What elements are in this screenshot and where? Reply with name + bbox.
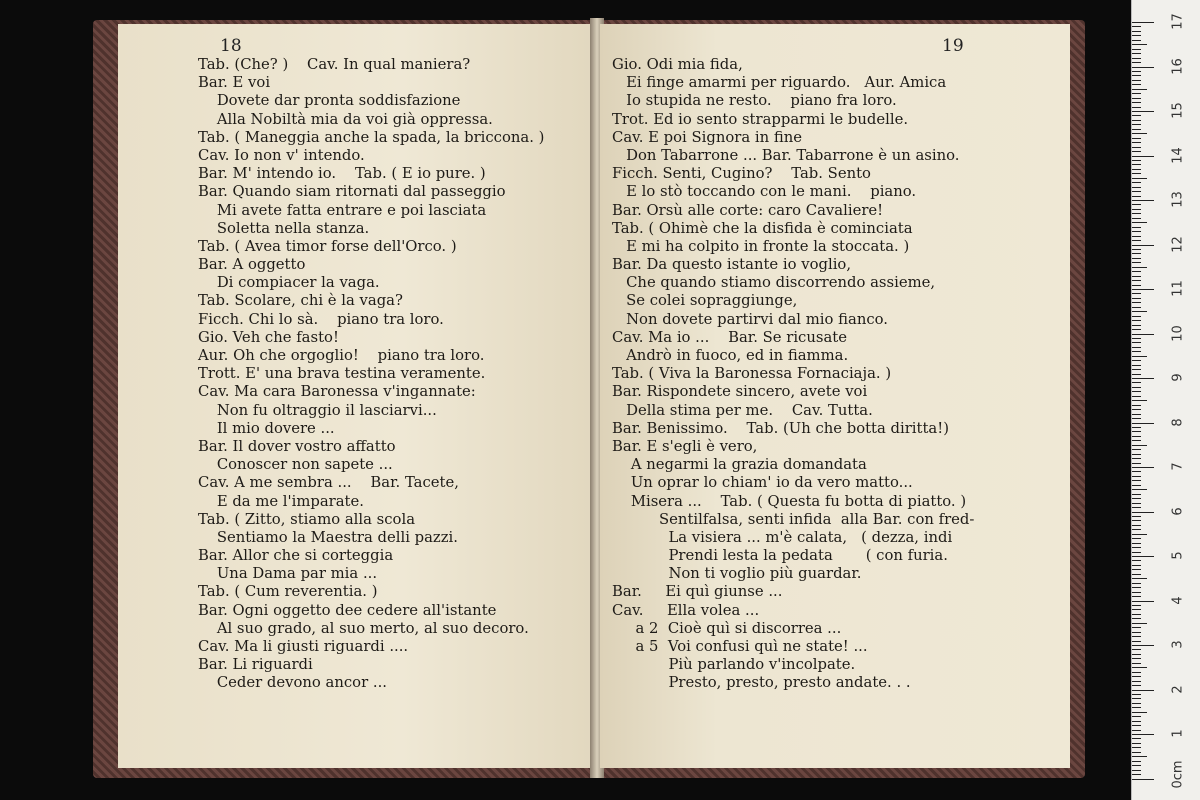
ruler-tick <box>1132 329 1141 330</box>
text-line: E lo stò toccando con le mani. piano. <box>612 183 917 201</box>
text-line: A negarmi la grazia domandata <box>612 456 867 474</box>
ruler-tick <box>1132 525 1141 526</box>
ruler-tick <box>1132 676 1141 677</box>
ruler-tick <box>1132 22 1154 23</box>
text-line: E mi ha colpito in fronte la stoccata. ) <box>612 237 910 255</box>
ruler-tick <box>1132 494 1141 495</box>
ruler-tick <box>1132 351 1141 352</box>
ruler-tick <box>1132 169 1141 170</box>
ruler-tick <box>1132 382 1141 383</box>
text-line: E da me l'imparate. <box>198 492 364 510</box>
text-line: Tab. ( Zitto, stiamo alla scola <box>198 510 416 528</box>
ruler-tick <box>1132 151 1141 152</box>
ruler-tick <box>1132 756 1147 757</box>
ruler-tick <box>1132 307 1141 308</box>
text-line: Trott. E' una brava testina veramente. <box>198 365 486 383</box>
ruler-tick <box>1132 31 1141 32</box>
text-line: Cav. Ma li giusti riguardi .... <box>198 638 409 655</box>
ruler-tick <box>1132 164 1141 165</box>
ruler-tick <box>1132 721 1141 722</box>
ruler-tick <box>1132 98 1141 99</box>
ruler-tick <box>1132 489 1147 490</box>
ruler-label: 13 <box>1170 191 1186 208</box>
text-line: Se colei sopraggiunge, <box>612 292 798 310</box>
ruler-tick <box>1132 267 1147 268</box>
ruler-tick <box>1132 120 1141 121</box>
ruler-tick <box>1132 182 1141 183</box>
ruler-tick <box>1132 222 1147 223</box>
right-page-text <box>612 56 974 693</box>
text-line: Bar. A oggetto <box>198 256 306 274</box>
ruler-tick <box>1132 405 1141 406</box>
ruler-tick <box>1132 191 1141 192</box>
text-line: Soletta nella stanza. <box>198 219 370 237</box>
ruler-tick <box>1132 320 1141 321</box>
ruler-tick <box>1132 178 1147 179</box>
ruler-tick <box>1132 574 1141 575</box>
ruler-label: 1 <box>1170 729 1186 738</box>
ruler-tick <box>1132 58 1141 59</box>
ruler-tick <box>1132 480 1141 481</box>
ruler-tick <box>1132 560 1141 561</box>
ruler-tick <box>1132 431 1141 432</box>
ruler-tick <box>1132 142 1141 143</box>
text-line: Bar. Da questo istante io voglio, <box>612 256 852 274</box>
ruler-label: 16 <box>1170 57 1186 75</box>
text-line: Conoscer non sapete ... <box>198 456 393 474</box>
ruler-tick <box>1132 111 1154 112</box>
text-line: Non fu oltraggio il lasciarvi... <box>198 401 437 419</box>
ruler-label: 14 <box>1170 146 1186 164</box>
text-line: Una Dama par mia ... <box>198 565 378 583</box>
ruler-tick <box>1132 534 1147 535</box>
text-line: Un oprar lo chiam' io da vero matto... <box>612 474 913 492</box>
text-line: Non ti voglio più guardar. <box>612 565 862 583</box>
ruler-tick <box>1132 578 1147 579</box>
ruler-tick <box>1132 445 1147 446</box>
ruler-tick <box>1132 414 1141 415</box>
ruler-label: 8 <box>1170 417 1186 427</box>
ruler-tick <box>1132 627 1141 628</box>
ruler-tick <box>1132 507 1141 508</box>
text-line: Sentilfalsa, senti infida alla Bar. con fred- <box>612 510 975 528</box>
text-line: Bar. M' intendo io. Tab. ( E io pure. ) <box>198 165 486 183</box>
ruler-tick <box>1132 80 1141 81</box>
ruler-tick <box>1132 592 1141 593</box>
ruler-tick <box>1132 649 1141 650</box>
ruler-tick <box>1132 53 1141 54</box>
ruler-tick <box>1132 218 1141 219</box>
ruler-tick <box>1132 387 1141 388</box>
ruler-tick <box>1132 694 1141 695</box>
text-line: Gio. Odi mia fida, <box>612 56 743 73</box>
ruler-tick <box>1132 658 1141 659</box>
text-line: Aur. Oh che orgoglio! piano tra loro. <box>198 347 485 364</box>
ruler-tick <box>1132 632 1141 633</box>
text-line: Misera ... Tab. ( Questa fu botta di piatto. ) <box>612 492 967 510</box>
ruler-tick <box>1132 520 1141 521</box>
ruler-tick <box>1132 396 1141 397</box>
ruler-tick <box>1132 378 1154 379</box>
ruler-tick <box>1132 187 1141 188</box>
text-line: Cav. A me sembra ... Bar. Tacete, <box>198 474 459 492</box>
ruler-label: 0cm <box>1170 759 1186 788</box>
text-line: Ceder devono ancor ... <box>198 674 387 692</box>
ruler-tick <box>1132 107 1141 108</box>
text-line: a 5 Voi confusi quì ne state! ... <box>612 638 868 655</box>
ruler-tick <box>1132 124 1141 125</box>
ruler-tick <box>1132 685 1141 686</box>
page-number-right: 19 <box>942 36 964 56</box>
ruler-label: 7 <box>1170 462 1186 471</box>
ruler-tick <box>1132 703 1141 704</box>
ruler-tick <box>1132 596 1141 597</box>
ruler-tick <box>1132 258 1141 259</box>
text-line: Cav. Ma io ... Bar. Se ricusate <box>612 328 847 346</box>
ruler-tick <box>1132 360 1141 361</box>
text-line: Tab. ( Maneggia anche la spada, la briccona. ) <box>198 128 545 146</box>
ruler-label: 9 <box>1170 373 1186 382</box>
text-line: Mi avete fatta entrare e poi lasciata <box>198 201 487 219</box>
ruler-tick <box>1132 752 1141 753</box>
ruler-tick <box>1132 672 1141 673</box>
text-line: Bar. Ogni oggetto dee cedere all'istante <box>198 601 497 619</box>
ruler-tick <box>1132 529 1141 530</box>
text-line: Cav. E poi Signora in fine <box>612 128 802 146</box>
ruler-label: 10 <box>1170 324 1186 342</box>
ruler-tick <box>1132 738 1141 739</box>
ruler-tick <box>1132 463 1141 464</box>
ruler-tick <box>1132 743 1141 744</box>
ruler-label: 15 <box>1170 102 1186 119</box>
text-line: Cav. Ma cara Baronessa v'ingannate: <box>198 383 476 401</box>
ruler-tick <box>1132 765 1141 766</box>
text-line: Cav. Ella volea ... <box>612 601 760 619</box>
ruler-tick <box>1132 227 1141 228</box>
ruler-tick <box>1132 391 1141 392</box>
ruler-tick <box>1132 209 1141 210</box>
left-page-text <box>198 56 544 693</box>
ruler-tick <box>1132 26 1141 27</box>
ruler-tick <box>1132 173 1141 174</box>
ruler-label: 5 <box>1170 551 1186 560</box>
ruler-tick <box>1132 636 1141 637</box>
page-number-left: 18 <box>220 36 242 56</box>
ruler-tick <box>1132 747 1141 748</box>
ruler-tick <box>1132 325 1141 326</box>
ruler-label: 11 <box>1170 280 1186 297</box>
ruler-tick <box>1132 75 1141 76</box>
text-line: Più parlando v'incolpate. <box>612 656 856 674</box>
ruler-tick <box>1132 200 1154 201</box>
ruler-tick <box>1132 156 1154 157</box>
ruler-tick <box>1132 102 1141 103</box>
ruler-tick <box>1132 62 1141 63</box>
text-line: Il mio dovere ... <box>198 419 335 437</box>
ruler-tick <box>1132 289 1154 290</box>
text-line: Bar. Ei quì giunse ... <box>612 583 783 601</box>
ruler-tick <box>1132 645 1154 646</box>
text-line: Tab. ( Ohimè che la disfida è cominciata <box>612 219 913 237</box>
ruler-tick <box>1132 641 1141 642</box>
ruler-label: 4 <box>1170 595 1186 605</box>
ruler-tick <box>1132 458 1141 459</box>
ruler-tick <box>1132 231 1141 232</box>
ruler-tick <box>1132 409 1141 410</box>
text-line: Bar. E voi <box>198 74 271 92</box>
text-line: Bar. Rispondete sincero, avete voi <box>612 383 868 401</box>
ruler-tick <box>1132 298 1141 299</box>
text-line: Io stupida ne resto. piano fra loro. <box>612 92 897 110</box>
ruler-tick <box>1132 543 1141 544</box>
text-line: Tab. Scolare, chi è la vaga? <box>198 292 403 310</box>
text-line: Don Tabarrone ... Bar. Tabarrone è un asino. <box>612 146 960 164</box>
left-page <box>118 24 593 768</box>
ruler-tick <box>1132 663 1141 664</box>
text-line: Di compiacer la vaga. <box>198 274 380 292</box>
ruler-tick <box>1132 285 1141 286</box>
text-line: Sentiamo la Maestra delli pazzi. <box>198 528 458 546</box>
ruler-tick <box>1132 213 1141 214</box>
ruler-tick <box>1132 436 1141 437</box>
text-line: Tab. ( Avea timor forse dell'Orco. ) <box>198 237 457 255</box>
text-line: Bar. Li riguardi <box>198 656 313 674</box>
ruler-label: 17 <box>1170 13 1186 30</box>
ruler-tick <box>1132 334 1154 335</box>
ruler-tick <box>1132 133 1147 134</box>
ruler-tick <box>1132 712 1147 713</box>
ruler-tick <box>1132 374 1141 375</box>
ruler-tick <box>1132 418 1141 419</box>
ruler-tick <box>1132 587 1141 588</box>
ruler-tick <box>1132 569 1141 570</box>
text-line: Cav. Io non v' intendo. <box>198 146 365 164</box>
ruler-tick <box>1132 618 1141 619</box>
ruler-tick <box>1132 400 1147 401</box>
ruler-tick <box>1132 467 1154 468</box>
ruler-tick <box>1132 240 1141 241</box>
ruler-label: 2 <box>1170 684 1186 694</box>
text-line: Bar. Il dover vostro affatto <box>198 437 396 455</box>
ruler-tick <box>1132 423 1154 424</box>
text-line: Bar. E s'egli è vero, <box>612 437 758 455</box>
text-line: Gio. Veh che fasto! <box>198 328 339 346</box>
ruler-tick <box>1132 84 1141 85</box>
text-line: Tab. ( Cum reverentia. ) <box>198 583 378 601</box>
ruler-tick <box>1132 44 1147 45</box>
ruler-tick <box>1132 369 1141 370</box>
ruler-tick <box>1132 503 1141 504</box>
ruler-tick <box>1132 774 1141 775</box>
ruler-tick <box>1132 342 1141 343</box>
ruler-tick <box>1132 271 1141 272</box>
ruler-tick <box>1132 716 1141 717</box>
ruler-tick <box>1132 35 1141 36</box>
ruler-tick <box>1132 654 1141 655</box>
text-line: Non dovete partirvi dal mio fianco. <box>612 310 888 328</box>
ruler-tick <box>1132 698 1141 699</box>
right-page <box>600 24 1070 768</box>
text-line: Andrò in fuoco, ed in fiamma. <box>612 347 849 364</box>
text-line: Che quando stiamo discorrendo assieme, <box>612 274 936 292</box>
ruler-tick <box>1132 770 1141 771</box>
ruler-tick <box>1132 196 1141 197</box>
ruler-label: 6 <box>1170 506 1186 516</box>
ruler-tick <box>1132 779 1154 780</box>
ruler-tick <box>1132 476 1141 477</box>
ruler-tick <box>1132 552 1141 553</box>
text-line: Della stima per me. Cav. Tutta. <box>612 401 873 419</box>
text-line: Alla Nobiltà mia da voi già oppressa. <box>198 110 493 128</box>
ruler-tick <box>1132 160 1141 161</box>
ruler-tick <box>1132 40 1141 41</box>
text-line: a 2 Cioè quì si discorrea ... <box>612 619 842 637</box>
text-line: Tab. (Che? ) Cav. In qual maniera? <box>198 56 471 73</box>
text-line: Ficch. Chi lo sà. piano tra loro. <box>198 310 444 328</box>
ruler-tick <box>1132 601 1154 602</box>
ruler-tick <box>1132 316 1141 317</box>
ruler-tick <box>1132 245 1154 246</box>
ruler-tick <box>1132 236 1141 237</box>
ruler-tick <box>1132 365 1141 366</box>
ruler-tick <box>1132 614 1141 615</box>
ruler-tick <box>1132 356 1147 357</box>
text-line: Presto, presto, presto andate. . . <box>612 674 911 692</box>
ruler-tick <box>1132 311 1147 312</box>
ruler-tick <box>1132 667 1147 668</box>
ruler-tick <box>1132 249 1141 250</box>
ruler-tick <box>1132 338 1141 339</box>
text-line: Prendi lesta la pedata ( con furia. <box>612 547 948 565</box>
text-line: Bar. Benissimo. Tab. (Uh che botta diritta!) <box>612 419 949 437</box>
ruler-tick <box>1132 49 1141 50</box>
ruler-tick <box>1132 89 1147 90</box>
ruler-tick <box>1132 565 1141 566</box>
ruler-tick <box>1132 253 1141 254</box>
ruler-tick <box>1132 280 1141 281</box>
ruler-tick <box>1132 498 1141 499</box>
ruler-tick <box>1132 681 1141 682</box>
ruler-tick <box>1132 556 1154 557</box>
ruler-tick <box>1132 138 1141 139</box>
ruler-tick <box>1132 71 1141 72</box>
measuring-ruler <box>1131 0 1200 800</box>
ruler-tick <box>1132 93 1141 94</box>
ruler-tick <box>1132 761 1141 762</box>
ruler-tick <box>1132 471 1141 472</box>
ruler-tick <box>1132 707 1141 708</box>
text-line: Al suo grado, al suo merto, al suo decoro. <box>198 619 529 637</box>
ruler-tick <box>1132 690 1154 691</box>
ruler-tick <box>1132 347 1141 348</box>
text-line: Bar. Quando siam ritornati dal passeggio <box>198 183 506 201</box>
ruler-tick <box>1132 147 1141 148</box>
text-line: Tab. ( Viva la Baronessa Fornaciaja. ) <box>612 365 892 383</box>
ruler-tick <box>1132 440 1141 441</box>
text-line: Ei finge amarmi per riguardo. Aur. Amica <box>612 74 947 92</box>
ruler-tick <box>1132 115 1141 116</box>
ruler-tick <box>1132 609 1141 610</box>
ruler-tick <box>1132 302 1141 303</box>
ruler-tick <box>1132 449 1141 450</box>
ruler-label: 3 <box>1170 640 1186 649</box>
ruler-tick <box>1132 734 1154 735</box>
ruler-tick <box>1132 276 1141 277</box>
text-line: Bar. Orsù alle corte: caro Cavaliere! <box>612 201 884 219</box>
ruler-tick <box>1132 427 1141 428</box>
ruler-tick <box>1132 538 1141 539</box>
ruler-tick <box>1132 204 1141 205</box>
text-line: La visiera ... m'è calata, ( dezza, indi <box>612 528 953 546</box>
ruler-tick <box>1132 262 1141 263</box>
ruler-tick <box>1132 730 1141 731</box>
ruler-tick <box>1132 129 1141 130</box>
text-line: Dovete dar pronta soddisfazione <box>198 92 461 110</box>
ruler-tick <box>1132 547 1141 548</box>
ruler-tick <box>1132 623 1147 624</box>
text-line: Trot. Ed io sento strapparmi le budelle. <box>612 110 909 128</box>
text-line: Bar. Allor che si corteggia <box>198 547 394 565</box>
ruler-tick <box>1132 293 1141 294</box>
ruler-tick <box>1132 67 1154 68</box>
ruler-tick <box>1132 454 1141 455</box>
ruler-tick <box>1132 516 1141 517</box>
text-line: Ficch. Senti, Cugino? Tab. Sento <box>612 165 871 183</box>
ruler-tick <box>1132 725 1141 726</box>
ruler-tick <box>1132 583 1141 584</box>
ruler-tick <box>1132 605 1141 606</box>
ruler-label: 12 <box>1170 235 1186 253</box>
ruler-tick <box>1132 485 1141 486</box>
ruler-tick <box>1132 512 1154 513</box>
